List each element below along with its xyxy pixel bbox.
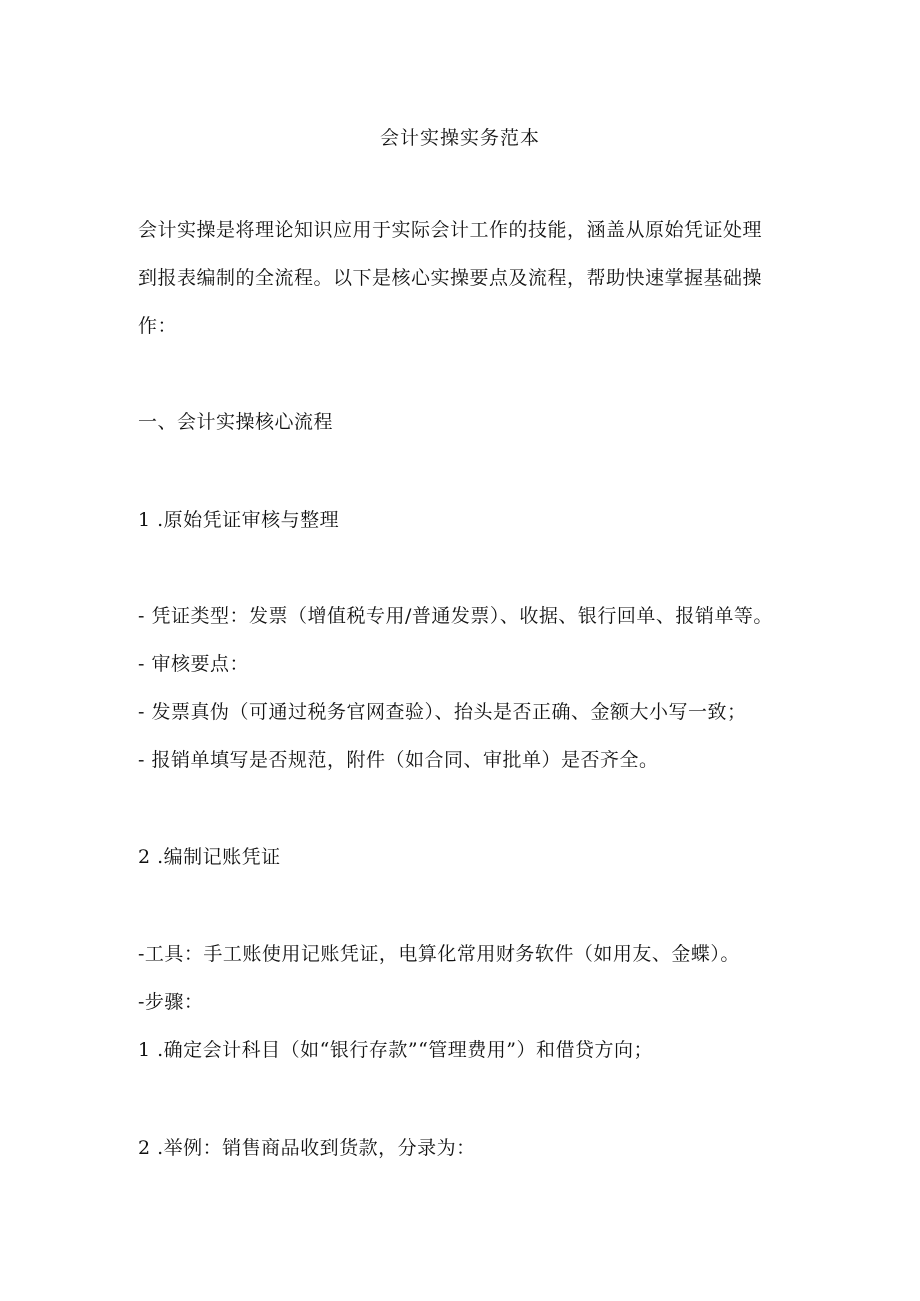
item2-line-steps: -步骤： (138, 991, 204, 1013)
item2-heading: 2 .编制记账凭证 (138, 846, 281, 868)
section-heading-core-process: 一、会计实操核心流程 (138, 411, 334, 433)
item1-line-voucher-types: - 凭证类型：发票（增值税专用/普通发票）、收据、银行回单、报销单等。 (138, 605, 773, 627)
item1-line-invoice-check: - 发票真伪（可通过税务官网查验）、抬头是否正确、金额大小写一致； (138, 701, 747, 723)
item2-step-1: 1 .确定会计科目（如“银行存款”“管理费用”）和借贷方向； (138, 1039, 654, 1061)
intro-line-3: 作： (138, 315, 178, 337)
document-title: 会计实操实务范本 (379, 127, 540, 149)
item1-line-reimbursement-check: - 报销单填写是否规范，附件（如合同、审批单）是否齐全。 (138, 749, 659, 771)
item2-line-tools: -工具：手工账使用记账凭证，电算化常用财务软件（如用友、金蝶）。 (138, 943, 740, 965)
item1-line-review-points: - 审核要点： (138, 653, 249, 675)
item1-heading: 1 .原始凭证审核与整理 (138, 509, 340, 531)
intro-line-2: 到报表编制的全流程。以下是核心实操要点及流程，帮助快速掌握基础操 (138, 267, 763, 289)
intro-line-1: 会计实操是将理论知识应用于实际会计工作的技能，涵盖从原始凭证处理 (138, 219, 763, 241)
item2-step-2: 2 .举例：销售商品收到货款，分录为： (138, 1137, 476, 1159)
